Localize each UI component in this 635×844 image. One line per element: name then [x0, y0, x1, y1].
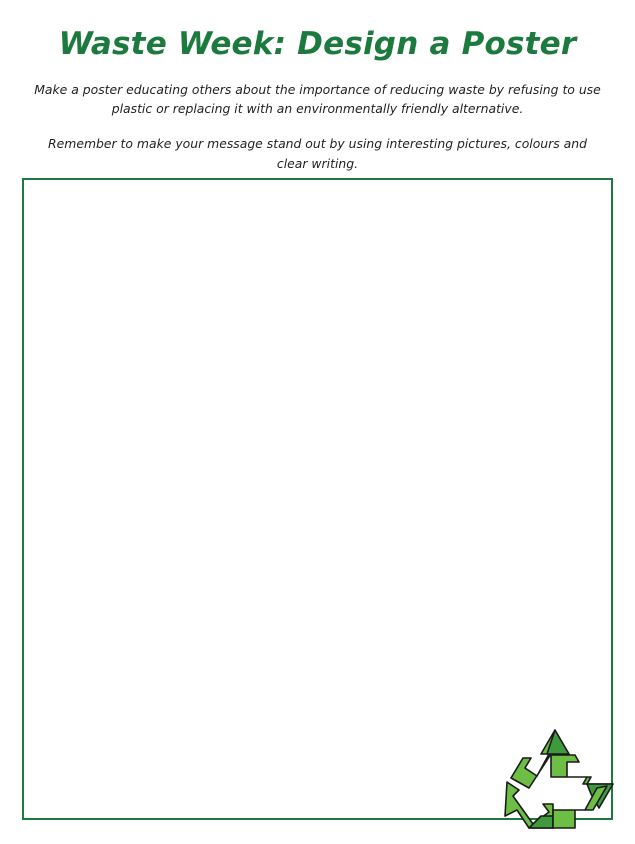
instruction-paragraph-1: Make a poster educating others about the importance of reducing waste by refusing to use plastic or replacing it with an environmentally friendly alternative. [34, 82, 601, 117]
instruction-paragraph-2: Remember to make your message stand out by using interesting pictures, colours and clear writing. [48, 136, 587, 171]
page-title: Waste Week: Design a Poster [58, 26, 577, 62]
poster-drawing-area[interactable] [22, 178, 613, 820]
